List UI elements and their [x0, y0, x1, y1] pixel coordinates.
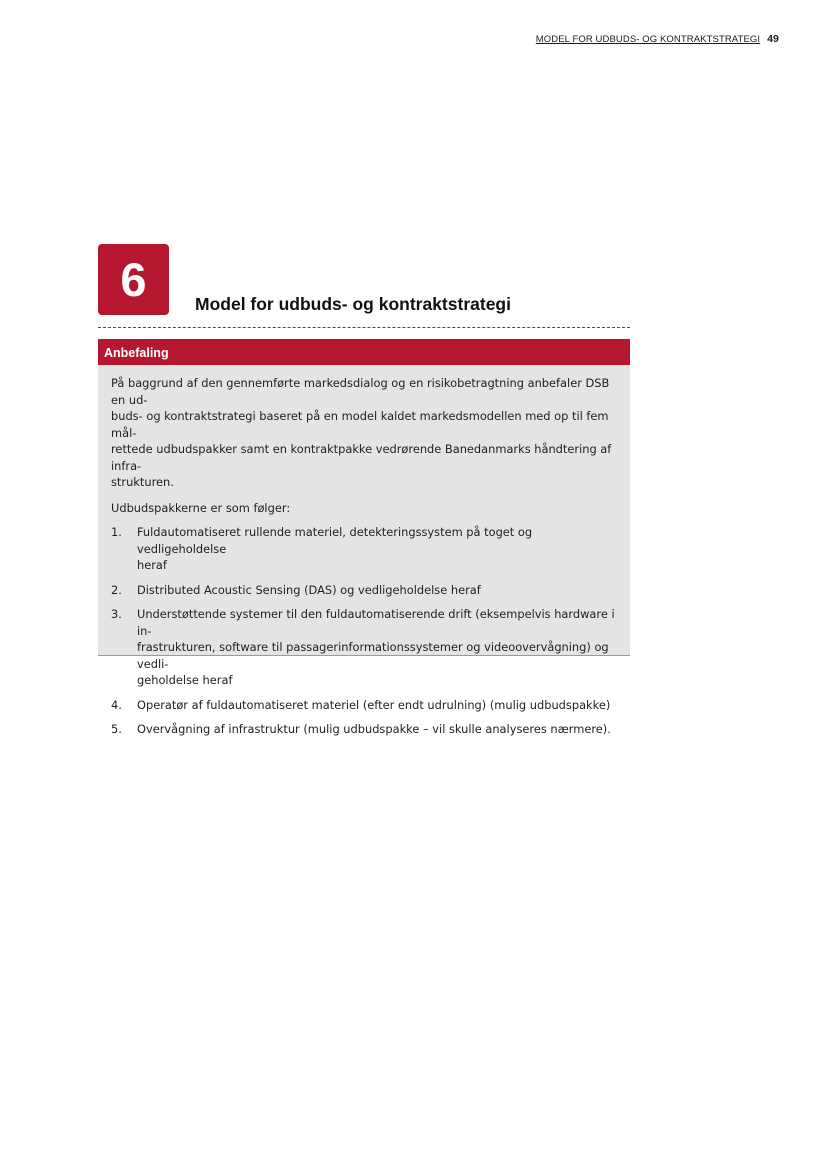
- chapter-title: Model for udbuds- og kontraktstrategi: [195, 294, 511, 314]
- recommendation-body: [98, 365, 630, 738]
- package-item: [111, 606, 616, 689]
- package-line: geholdelse heraf: [137, 673, 233, 687]
- recommendation-heading: Anbefaling: [98, 339, 630, 365]
- chapter-number: 6: [120, 253, 147, 306]
- package-number: 3.: [111, 607, 122, 621]
- intro-line: rettede udbudspakker samt en kontraktpakke vedrørende Banedanmarks håndtering af infra-: [111, 442, 612, 473]
- package-number: 1.: [111, 525, 122, 539]
- package-line: Understøttende systemer til den fuldautomatiserende drift (eksempelvis hardware i in-: [137, 607, 615, 638]
- package-item: [111, 697, 616, 714]
- package-line: frastrukturen, software til passagerinformationssystemer og videoovervågning) og vedli-: [137, 640, 609, 671]
- packages-lead: Udbudspakkerne er som følger:: [111, 500, 291, 515]
- recommendation-box: [98, 339, 630, 736]
- package-text: [137, 582, 616, 599]
- package-line: Overvågning af infrastruktur (mulig udbudspakke – vil skulle analyseres nærmere).: [137, 722, 611, 736]
- section-divider: [98, 327, 630, 328]
- chapter-number-badge: [98, 244, 169, 315]
- package-text: [137, 524, 616, 574]
- package-text: [137, 606, 616, 689]
- running-header: [536, 33, 779, 45]
- package-number: 5.: [111, 722, 122, 736]
- intro-line: strukturen.: [111, 475, 174, 489]
- package-line: Fuldautomatiseret rullende materiel, detekteringssystem på toget og vedligeholdelse: [137, 525, 533, 556]
- package-item: [111, 582, 616, 599]
- package-item: [111, 721, 616, 738]
- package-number: 4.: [111, 697, 122, 712]
- package-line: Distributed Acoustic Sensing (DAS) og vedligeholdelse heraf: [137, 582, 481, 597]
- package-number: 2.: [111, 582, 122, 597]
- package-line: heraf: [137, 558, 167, 572]
- intro-line: På baggrund af den gennemførte markedsdialog og en risikobetragtning anbefaler DSB en ud-: [111, 376, 610, 407]
- recommendation-intro: [111, 375, 616, 491]
- package-text: [137, 697, 616, 714]
- intro-line: buds- og kontraktstrategi baseret på en model kaldet markedsmodellen med op til fem mål-: [111, 409, 609, 440]
- running-header-title: MODEL FOR UDBUDS- OG KONTRAKTSTRATEGI: [535, 34, 761, 45]
- package-text: [137, 721, 616, 738]
- package-item: [111, 524, 616, 574]
- page-number: 49: [767, 33, 779, 45]
- package-line: Operatør af fuldautomatiseret materiel (efter endt udrulning) (mulig udbudspakke): [137, 697, 611, 712]
- package-list: [111, 524, 616, 738]
